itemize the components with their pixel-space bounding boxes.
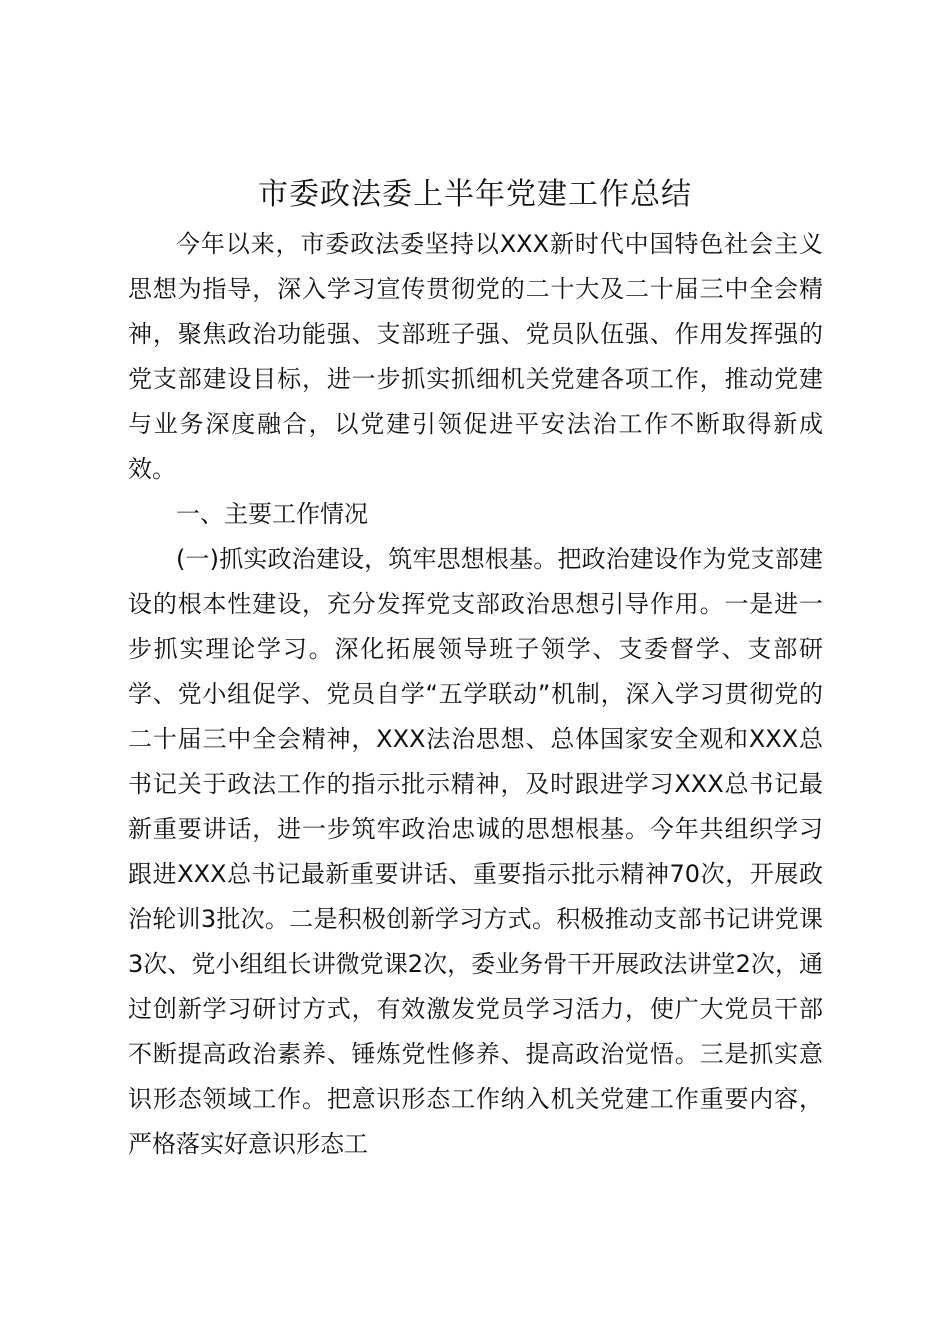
document-body (128, 222, 823, 1167)
intro-paragraph: 今年以来，市委政法委坚持以XXX新时代中国特色社会主义思想为指导，深入学习宣传贯彻党的二十大及二十届三中全会精神，聚焦政治功能强、支部班子强、党员队伍强、作用发挥强的党支部建设目标，进一步抓实抓细机关党建各项工作，推动党建与业务深度融合，以党建引领促进平安法治工作不断取得新成效。 (128, 230, 823, 483)
section-paragraph: (一)抓实政治建设，筑牢思想根基。把政治建设作为党支部建设的根本性建设，充分发挥党支部政治思想引导作用。一是进一步抓实理论学习。深化拓展领导班子领学、支委督学、支部研学、党小组促学、党员自学“五学联动”机制，深入学习贯彻党的二十届三中全会精神，XXX法治思想、总体国家安全观和XXX总书记关于政法工作的指示批示精神，及时跟进学习XXX总书记最新重要讲话，进一步筑牢政治忠诚的思想根基。今年共组织学习跟进XXX总书记最新重要讲话、重要指示批示精神70次，开展政治轮训3批次。二是积极创新学习方式。积极推动支部书记讲党课3次、党小组组长讲微党课2次，委业务骨干开展政法讲堂2次，通过创新学习研讨方式，有效激发党员学习活力，使广大党员干部不断提高政治素养、锤炼党性修养、提高政治觉悟。三是抓实意识形态领域工作。把意识形态工作纳入机关党建工作重要内容，严格落实好意识形态工 (128, 545, 823, 1158)
document-title: 市委政法委上半年党建工作总结 (258, 177, 692, 212)
section-heading: 一、主要工作情况 (176, 500, 368, 528)
